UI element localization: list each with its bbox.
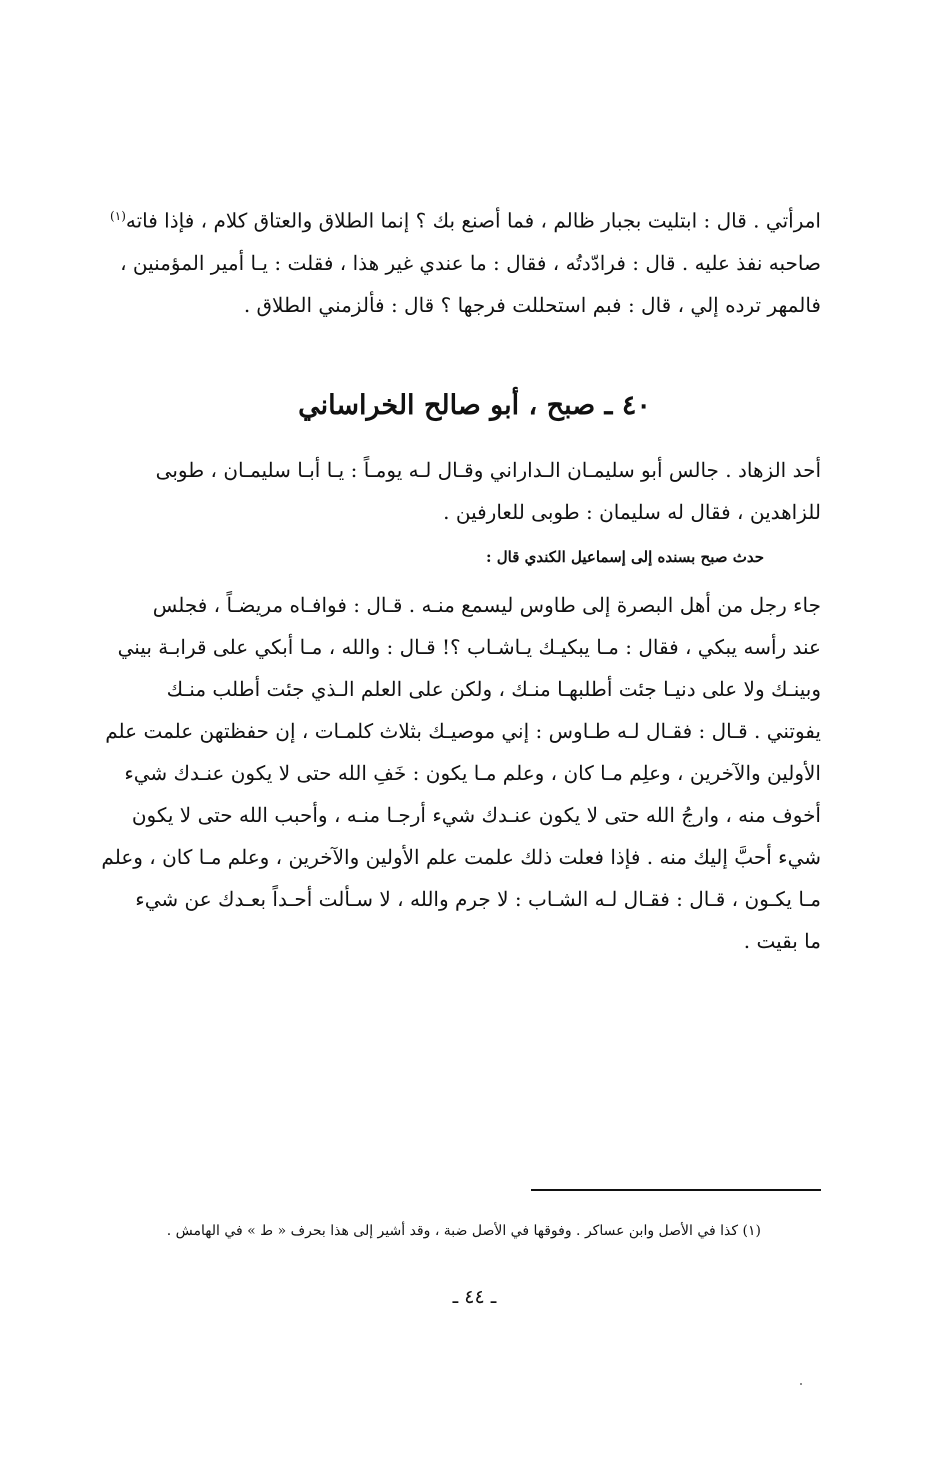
biography-paragraph bbox=[131, 449, 821, 533]
text-line: أحد الزهاد . جالس أبو سليمـان الـداراني وقـال لـه يومـاً : يـا أبـا سليمـان ، طوبى bbox=[155, 458, 821, 482]
text-line: جاء رجل من أهل البصرة إلى طاوس ليسمع منـه . قـال : فوافـاه مريضـاً ، فجلس bbox=[152, 593, 821, 617]
text-line: يفوتني . قـال : فقـال لـه طـاوس : إني موصيـك بثلاث كلمـات ، إن حفظتهن علمت علم bbox=[105, 719, 821, 743]
text-line: أخوف منه ، وارجُ الله حتى لا يكون عنـدك شيء أرجـا منـه ، وأحبب الله حتى لا يكون bbox=[131, 803, 821, 827]
text-line: شيء أحبَّ إليك منه . فإذا فعلت ذلك علمت علم الأولين والآخرين ، وعلم مـا كان ، وعلم bbox=[101, 845, 821, 869]
scan-speck bbox=[800, 1383, 802, 1385]
text-line: فالمهر ترده إلي ، قال : فبم استحللت فرجها ؟ قال : فألزمني الطلاق . bbox=[243, 292, 821, 317]
footnote-marker: (١) bbox=[110, 209, 126, 223]
text-line: مـا يكـون ، قـال : فقـال لـه الشـاب : لا جرم والله ، لا سـألت أحـداً بعـدك عن شيء bbox=[135, 887, 821, 911]
text-line: ما بقيت . bbox=[743, 929, 821, 953]
text-line: وبينـك ولا على دنيـا جئت أطلبهـا منـك ، ولكن على العلم الـذي جئت أطلب منـك bbox=[166, 677, 821, 701]
line-text: امرأتي . قال : ابتليت بجبار ظالم ، فما أصنع بك ؟ إنما الطلاق والعتاق كلام ، فإذا فاته bbox=[125, 208, 821, 233]
continued-paragraph bbox=[110, 195, 821, 326]
text-line: للزاهدين ، فقال له سليمان : طوبى للعارفين . bbox=[443, 500, 821, 524]
section-title: ٤٠ ـ صبح ، أبو صالح الخراساني bbox=[298, 390, 651, 421]
footnote: (١) كذا في الأصل وابن عساكر . وفوقها في الأصل ضبة ، وقد أشير إلى هذا بحرف « ط » في الهامش . bbox=[166, 1223, 761, 1239]
text-line: عند رأسه يبكي ، فقال : مـا يبكيـك يـاشـاب ؟! قـال : والله ، مـا أبكي على قرابـة بيني bbox=[117, 635, 821, 659]
footnote-separator bbox=[531, 1189, 821, 1191]
page-number: ـ ٤٤ ـ bbox=[452, 1286, 497, 1308]
text-line: الأولين والآخرين ، وعلِم مـا كان ، وعلم مـا يكون : خَفِ الله حتى لا يكون عنـدك شيء bbox=[124, 761, 821, 785]
isnad-line: حدث صبح بسنده إلى إسماعيل الكندي قال : bbox=[486, 548, 764, 566]
narration-paragraph bbox=[101, 584, 821, 962]
text-line: صاحبه نفذ عليه . قال : فرادّدتُه ، فقال : ما عندي غير هذا ، فقلت : يـا أمير المؤمنين ، bbox=[120, 250, 821, 275]
text-line bbox=[110, 195, 821, 242]
